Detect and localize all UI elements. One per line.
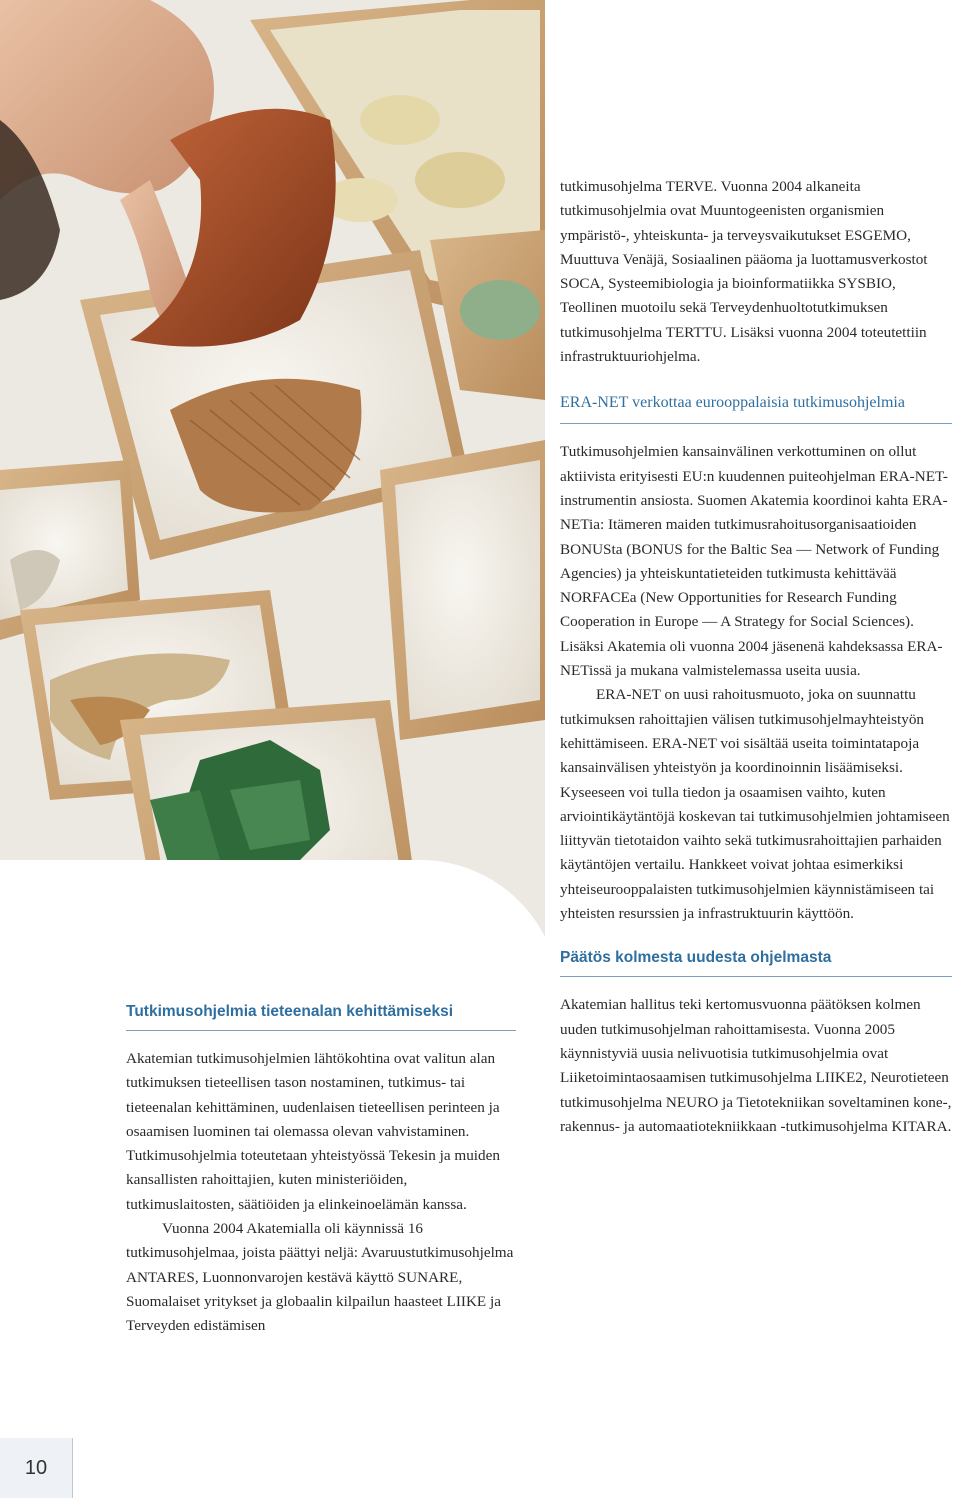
- pottery-photo: [0, 0, 545, 940]
- pottery-illustration: [0, 0, 545, 940]
- program-paragraph-1: Akatemian tutkimusohjelmien lähtökohtina ovat valitun alan tutkimuksen tieteellisen tason nostaminen, tutkimus- tai tieteenalan kehittäminen, uudenlaisen tieteellisen perinteen ja osaamisen luominen tai olemassa olevan vahvistaminen. Tutkimusohjelmia toteutetaan yhteistyössä Tekesin ja muiden kansallisten rahoittajien, kuten ministeriöiden, tutkimuslaitosten, säätiöiden ja elinkeinoelämän kanssa.: [126, 1050, 500, 1213]
- decision-heading: Päätös kolmesta uudesta ohjelmasta: [560, 946, 952, 977]
- page-number-divider: [72, 1438, 73, 1498]
- decision-paragraph: Akatemian hallitus teki kertomusvuonna päätöksen kolmen uuden tutkimusohjelman rahoittamisesta. Vuonna 2005 käynnistyviä uusia nelivuotisia tutkimusohjelmia ovat Liiketoimintaosaamisen tutkimusohjelma LIIKE2, Neurotieteen tutkimusohjelma NEURO ja Tietotekniikan soveltaminen kone-, rakennus- ja automaatiotekniikkaan -tutkimusohjelma KITARA.: [560, 996, 952, 1135]
- eranet-paragraph-2: ERA-NET on uusi rahoitusmuoto, joka on suunnattu tutkimuksen rahoittajien välisen tutkimusohjelmayhteistyön kehittämiseen. ERA-NET voi sisältää useita toimintatapoja kansainvälisen yhteistyön ja koordinoinnin lisäämiseksi. Kyseeseen voi tulla tiedon ja osaamisen vaihto, kuten arviointikäytäntöjä koskevan tai tutkimusohjelmien johtamiseen liittyvän tietotaidon vaihto sekä tutkimusrahoittajien parhaiden käytäntöjen vertailu. Hankkeet voivat johtaa esimerkiksi yhteiseurooppalaisten tutkimusohjelmien käynnistämiseen tai yhteisten resurssien ja infrastruktuurin käyttöön.: [560, 686, 950, 923]
- program-paragraph-2: Vuonna 2004 Akatemialla oli käynnissä 16 tutkimusohjelmaa, joista päättyi neljä: Avaruustutkimusohjelma ANTARES, Luonnonvarojen kestävä käyttö SUNARE, Suomalaiset yritykset ja globaalin kilpailun haasteet LIIKE ja Terveyden edistämisen: [126, 1220, 514, 1335]
- page-number: 10: [0, 1438, 72, 1498]
- intro-paragraph: tutkimusohjelma TERVE. Vuonna 2004 alkaneita tutkimusohjelmia ovat Muuntogeenisten organismien ympäristö-, yhteiskunta- ja terveysvaikutukset ESGEMO, Muuttuva Venäjä, Sosiaalinen pääoma ja luottamusverkostot SOCA, Systeemibiologia ja bioinformatiikka SYSBIO, Teollinen muotoilu sekä Terveydenhuoltotutkimuksen tutkimusohjelma TERTTU. Lisäksi vuonna 2004 toteutettiin infrastruktuuriohjelma.: [560, 178, 928, 366]
- eranet-paragraph-1: Tutkimusohjelmien kansainvälinen verkottuminen on ollut aktiivista erityisesti EU:n kuudennen puiteohjelman ERA-NET-instrumentin ansiosta. Suomen Akatemia koordinoi kahta ERA-NETia: Itämeren maiden tutkimusrahoitusorganisaatioiden BONUSta (BONUS for the Baltic Sea — Network of Funding Agencies) ja yhteiskuntatieteiden tutkimusta kehittävää NORFACEa (New Opportunities for Research Funding Cooperation in Europe — A Strategy for Social Sciences). Lisäksi Akatemia oli vuonna 2004 jäsenenä kahdeksassa ERA-NETissä ja mukana valmistelemassa useita uusia.: [560, 443, 948, 680]
- eranet-heading: ERA-NET verkottaa eurooppalaisia tutkimusohjelmia: [560, 391, 952, 424]
- right-column: [560, 175, 952, 1139]
- program-heading: Tutkimusohjelmia tieteenalan kehittämiseksi: [126, 1000, 516, 1031]
- left-column: [126, 1000, 516, 1339]
